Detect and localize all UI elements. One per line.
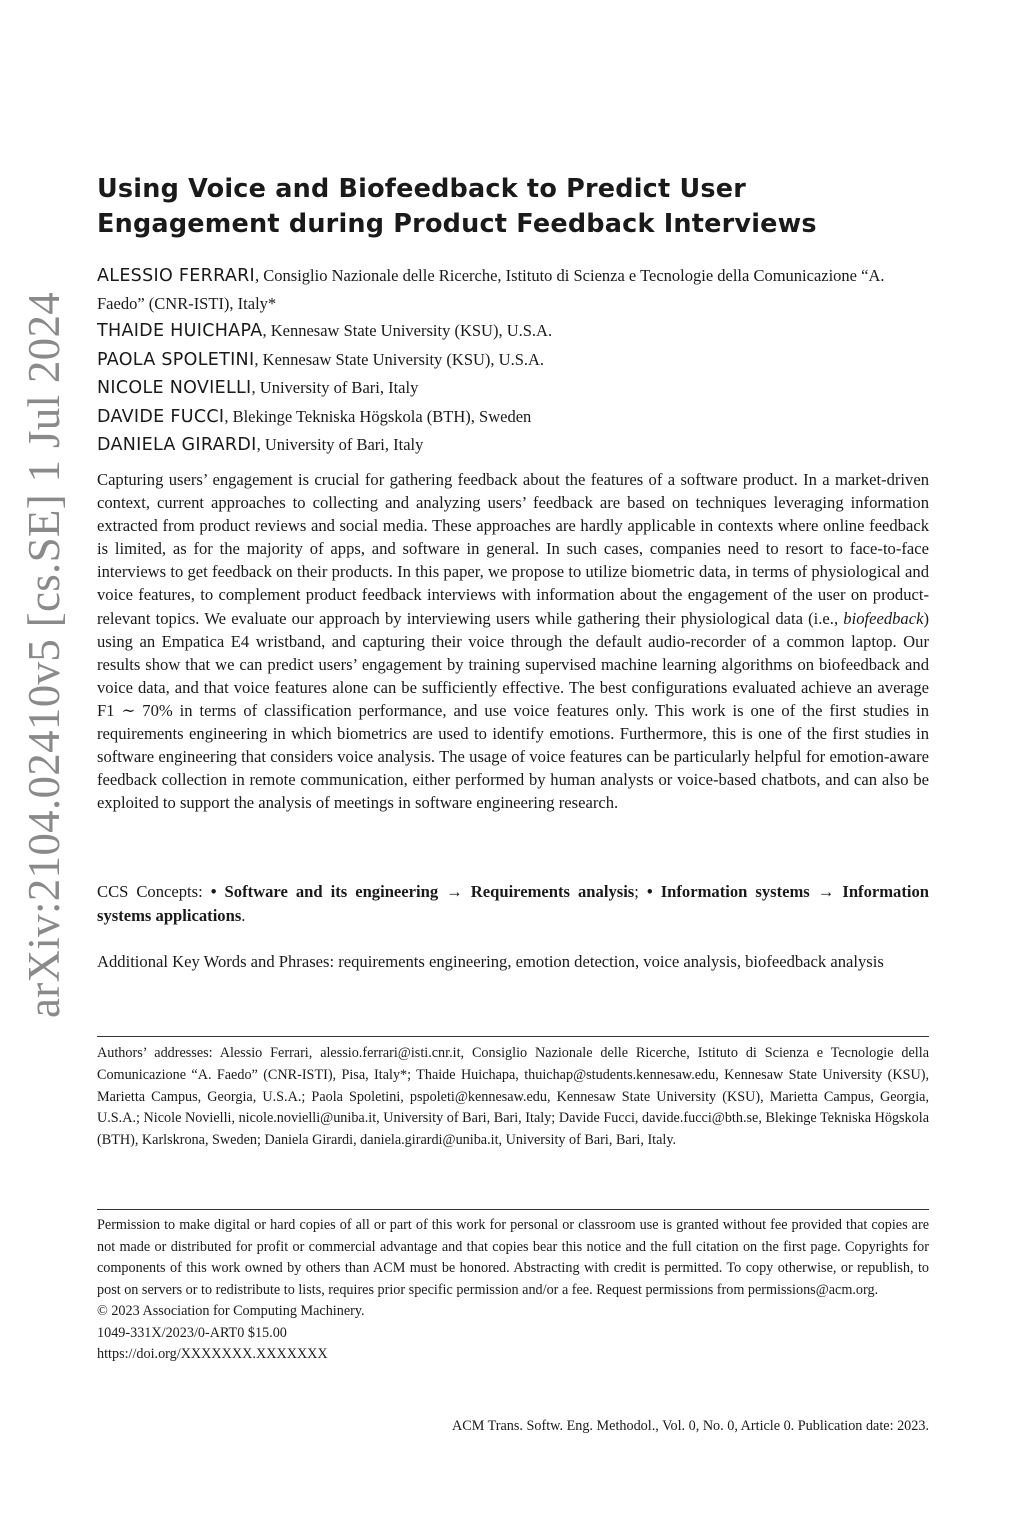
author-affiliation: Kennesaw State University (KSU), U.S.A. [270,321,553,340]
author-entry: THAIDE HUICHAPA, Kennesaw State University (KSU), U.S.A. [97,321,553,341]
ccs-concept: • Software and its engineering → Requirements analysis [210,882,635,901]
author-affiliation: Blekinge Tekniska Högskola (BTH), Sweden [232,406,532,426]
author-entry: DANIELA GIRARDI, University of Bari, Italy [97,435,424,455]
author-name: DAVIDE FUCCI [97,406,225,427]
author-name: THAIDE HUICHAPA [97,321,263,341]
author-affiliation: Consiglio Nazionale delle Ricerche, Istituto di Scienza e Tecnologie della Comunicazione “A. Faedo” (CNR-ISTI), Italy* [97,266,885,313]
keywords: Additional Key Words and Phrases: requirements engineering, emotion detection, voice analysis, biofeedback analysis [97,952,884,971]
author-entry: DAVIDE FUCCI, Blekinge Tekniska Högskola (BTH), Sweden [97,406,532,427]
issn-line: 1049-331X/2023/0-ART0 $15.00 [97,1324,287,1341]
divider [97,1036,929,1037]
author-affiliation: University of Bari, Italy [259,378,419,397]
ccs-label: CCS Concepts: [97,882,211,901]
author-affiliation: Kennesaw State University (KSU), U.S.A. [262,349,545,369]
author-name: NICOLE NOVIELLI [97,378,252,398]
abstract-text: ) using an Empatica E4 wristband, and capturing their voice through the default audio-recorder of a common laptop. Our results show that we can predict users’ engagement by training supervised machine learning algorithms on biofeedback and voice data, and that voice features alone can be sufficiently effective. The best configurations evaluated achieve an average F1 ∼ 70% in terms of classification performance, and use voice features only. This work is one of the first studies in requirements engineering in which biometrics are used to identify emotions. Furthermore, this is one of the first studies in software engineering that considers voice analysis. The usage of voice features can be particularly helpful for emotion-aware feedback collection in remote communication, either performed by human analysts or voice-based chatbots, and can also be exploited to support the analysis of meetings in software engineering research. [97,608,929,813]
arxiv-stamp: arXiv:2104.02410v5 [cs.SE] 1 Jul 2024 [19,291,69,1018]
paper-title: Using Voice and Biofeedback to Predict User Engagement during Product Feedback Interviews [97,174,817,239]
author-name: PAOLA SPOLETINI [97,349,255,370]
abstract-text: Capturing users’ engagement is crucial for gathering feedback about the features of a software product. In a market-driven context, current approaches to collecting and analyzing users’ feedback are based on techniques leveraging information extracted from product reviews and social media. These approaches are hardly applicable in contexts where online feedback is limited, as for the majority of apps, and software in general. In such cases, companies need to resort to face-to-face interviews to get feedback on their products. In this paper, we propose to utilize biometric data, in terms of physiological and voice features, to complement product feedback interviews with information about the engagement of the user on product-relevant topics. We evaluate our approach by interviewing users while gathering their physiological data (i.e., [97,470,929,628]
author-name: ALESSIO FERRARI [97,266,256,286]
authors-addresses: Authors’ addresses: Alessio Ferrari, alessio.ferrari@isti.cnr.it, Consiglio Nazionale delle Ricerche, Istituto di Scienza e Tecnologie della Comunicazione “A. Faedo” (CNR-ISTI), Pisa, Italy*; Thaide Huichapa, thuichap@students.kennesaw.edu, Kennesaw State University (KSU), Marietta Campus, Georgia, U.S.A.; Paola Spoletini, pspoleti@kennesaw.edu, Kennesaw State University (KSU), Marietta Campus, Georgia, U.S.A.; Nicole Novielli, nicole.novielli@uniba.it, University of Bari, Bari, Italy; Davide Fucci, davide.fucci@bth.se, Blekinge Tekniska Högskola (BTH), Karlskrona, Sweden; Daniela Girardi, daniela.girardi@uniba.it, University of Bari, Bari, Italy. [97,1045,929,1149]
divider [97,1209,929,1210]
author-name: DANIELA GIRARDI [97,435,257,455]
author-entry: ALESSIO FERRARI, Consiglio Nazionale delle Ricerche, Istituto di Scienza e Tecnologie della Comunicazione “A. Faedo” (CNR-ISTI), Italy* [97,266,885,313]
permission-block [97,1215,929,1366]
ccs-end: . [241,905,246,925]
ccs-concept: • Information systems → Information systems applications [97,882,930,925]
author-list [97,262,929,460]
page-footer: ACM Trans. Softw. Eng. Methodol., Vol. 0, No. 0, Article 0. Publication date: 2023. [452,1418,929,1434]
ccs-concepts [97,880,929,927]
author-entry: NICOLE NOVIELLI, University of Bari, Italy [97,378,419,398]
doi-link[interactable]: https://doi.org/XXXXXXX.XXXXXXX [97,1346,328,1362]
copyright-line: © 2023 Association for Computing Machinery. [97,1303,365,1319]
abstract-italic-term: biofeedback [843,608,924,628]
author-entry: PAOLA SPOLETINI, Kennesaw State University (KSU), U.S.A. [97,349,545,370]
ccs-separator: ; [634,882,647,901]
abstract [97,468,929,814]
permission-notice: Permission to make digital or hard copies of all or part of this work for personal or classroom use is granted without fee provided that copies are not made or distributed for profit or commercial advantage and that copies bear this notice and the full citation on the first page. Copyrights for components of this work owned by others than ACM must be honored. Abstracting with credit is permitted. To copy otherwise, or republish, to post on servers or to redistribute to lists, requires prior specific permission and/or a fee. Request permissions from permissions@acm.org. [97,1217,929,1298]
author-affiliation: University of Bari, Italy [264,435,424,454]
